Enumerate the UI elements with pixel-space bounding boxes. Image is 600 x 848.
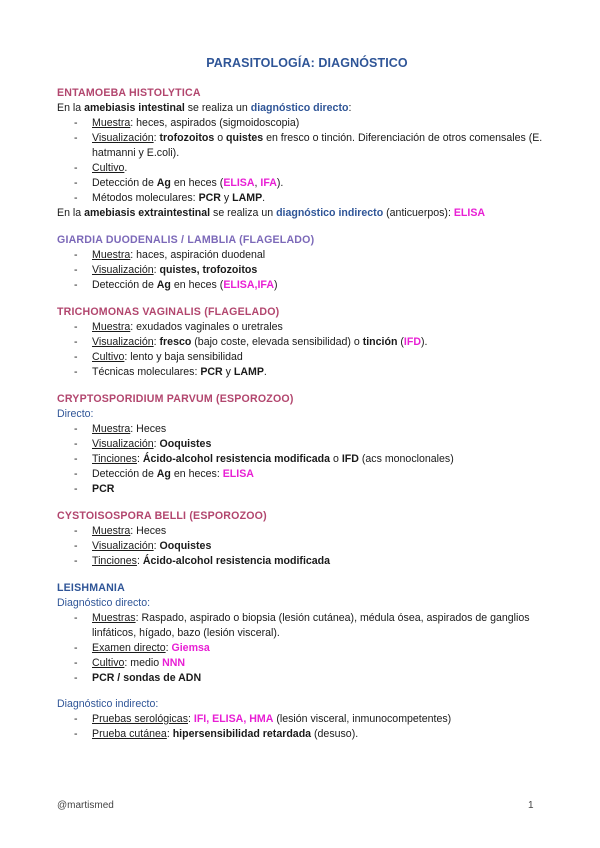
- list-item: - Métodos moleculares: PCR y LAMP.: [57, 191, 557, 206]
- list-item: - Visualización: fresco (bajo coste, elevada sensibilidad) o tinción (IFD).: [57, 335, 557, 350]
- page-title: PARASITOLOGÍA: DIAGNÓSTICO: [206, 56, 408, 70]
- list-item: - Pruebas serológicas: IFI, ELISA, HMA (lesión visceral, inmunocompetentes): [57, 712, 557, 727]
- list: [57, 248, 557, 293]
- list-item: - Muestra: heces, aspirados (sigmoidoscopia): [57, 116, 557, 131]
- list-item: - Cultivo: lento y baja sensibilidad: [57, 350, 557, 365]
- section-entamoeba: [57, 86, 557, 221]
- list-item: - Muestra: exudados vaginales o uretrales: [57, 320, 557, 335]
- subheading: Directo:: [57, 408, 94, 420]
- section-giardia: [57, 233, 557, 293]
- list-item: - Examen directo: Giemsa: [57, 641, 557, 656]
- list-item: - Muestra: Heces: [57, 422, 557, 437]
- section-leishmania: [57, 581, 557, 742]
- extra-line: En la amebiasis extraintestinal se realiza un diagnóstico indirecto (anticuerpos): ELISA: [57, 207, 486, 219]
- list-item: - Muestra: haces, aspiración duodenal: [57, 248, 557, 263]
- list-item: - Tinciones: Ácido-alcohol resistencia modificada: [57, 554, 557, 569]
- subheading: Diagnóstico indirecto:: [57, 698, 159, 710]
- list-item: - Detección de Ag en heces: ELISA: [57, 467, 557, 482]
- section-heading: GIARDIA DUODENALIS / LAMBLIA (FLAGELADO): [57, 234, 315, 246]
- list-item: - Visualización: Ooquistes: [57, 437, 557, 452]
- list-item: - Detección de Ag en heces (ELISA,IFA): [57, 278, 557, 293]
- subheading: Diagnóstico directo:: [57, 597, 151, 609]
- list-item: - PCR / sondas de ADN: [57, 671, 557, 686]
- section-heading: CYSTOISOSPORA BELLI (ESPOROZOO): [57, 510, 267, 522]
- list-item: - Detección de Ag en heces (ELISA, IFA).: [57, 176, 557, 191]
- section-heading: LEISHMANIA: [57, 582, 125, 594]
- page-number: 1: [528, 800, 534, 811]
- list-item: - Muestra: Heces: [57, 524, 557, 539]
- list-item: - Visualización: quistes, trofozoitos: [57, 263, 557, 278]
- list-item: - Técnicas moleculares: PCR y LAMP.: [57, 365, 557, 380]
- list: [57, 524, 557, 569]
- section-cystoisospora: [57, 509, 557, 569]
- list-item: - PCR: [57, 482, 557, 497]
- list: [57, 116, 557, 206]
- footer-author: @martismed: [57, 800, 114, 811]
- list-item: - Tinciones: Ácido-alcohol resistencia modificada o IFD (acs monoclonales): [57, 452, 557, 467]
- intro-line: En la amebiasis intestinal se realiza un diagnóstico directo:: [57, 102, 352, 114]
- section-heading: ENTAMOEBA HISTOLYTICA: [57, 87, 201, 99]
- list-item: - Visualización: Ooquistes: [57, 539, 557, 554]
- section-cryptosporidium: [57, 392, 557, 497]
- document-page: [57, 56, 557, 754]
- list-item: - Muestras: Raspado, aspirado o biopsia (lesión cutánea), médula ósea, aspirados de ganglios linfáticos, hígado, bazo (lesión visceral).: [57, 611, 557, 641]
- list: [57, 712, 557, 742]
- list: [57, 611, 557, 686]
- list: [57, 320, 557, 380]
- list-item: - Cultivo: medio NNN: [57, 656, 557, 671]
- section-trichomonas: [57, 305, 557, 380]
- list: [57, 422, 557, 497]
- list-item: - Prueba cutánea: hipersensibilidad retardada (desuso).: [57, 727, 557, 742]
- list-item: - Visualización: trofozoitos o quistes en fresco o tinción. Diferenciación de otros comensales (E. hatmanni y E.coli).: [57, 131, 557, 161]
- section-heading: TRICHOMONAS VAGINALIS (FLAGELADO): [57, 306, 280, 318]
- section-heading: CRYPTOSPORIDIUM PARVUM (ESPOROZOO): [57, 393, 294, 405]
- list-item: - Cultivo.: [57, 161, 557, 176]
